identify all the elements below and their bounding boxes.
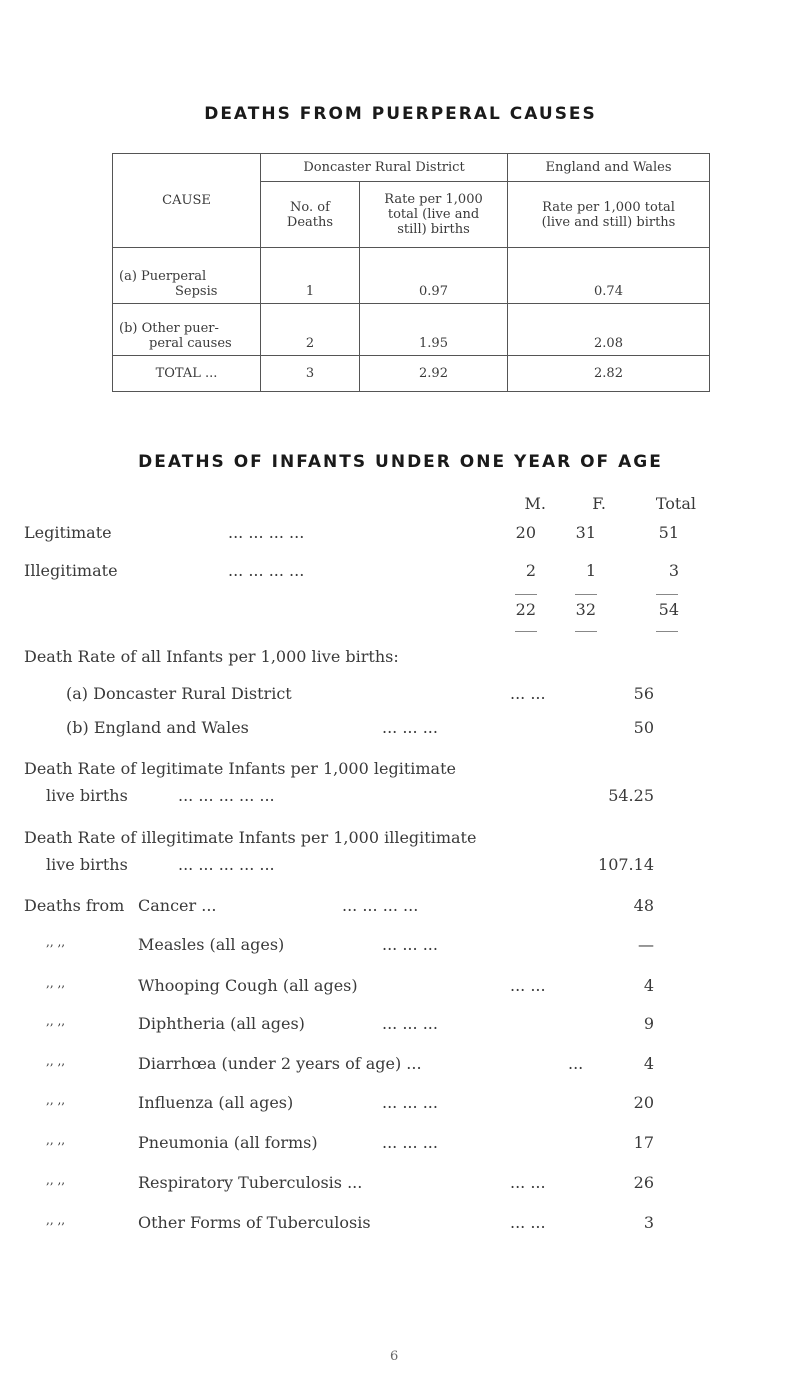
dot-leader: ... ... ...	[382, 1093, 438, 1112]
deaths-col-header: No. of Deaths	[261, 182, 360, 248]
ditto-mark: ,, ,,	[46, 1173, 66, 1187]
legit-rate-label: Death Rate of legitimate Infants per 1,000 legitimate	[24, 759, 456, 778]
ditto-mark: ,, ,,	[46, 1213, 66, 1227]
total-label: TOTAL ...	[113, 356, 261, 392]
cause-cell: (b) Other puer- peral causes	[113, 304, 261, 356]
cause-label: Influenza (all ages)	[138, 1093, 294, 1112]
total-deaths: 3	[261, 356, 360, 392]
puerperal-heading: DEATHS FROM PUERPERAL CAUSES	[204, 104, 597, 124]
rate-b-label: (b) England and Wales	[66, 718, 249, 737]
puerperal-table	[112, 153, 710, 392]
cause-label: Measles (all ages)	[138, 935, 285, 954]
rate-local-col-header: Rate per 1,000 total (live and still) births	[360, 182, 508, 248]
dot-leader: ... ...	[510, 976, 546, 995]
rate-local-cell: 1.95	[360, 304, 508, 356]
header-f: F.	[592, 494, 606, 513]
dot-leader: ... ...	[510, 1173, 546, 1192]
deaths-cell: 2	[261, 304, 360, 356]
deaths-cell: 1	[261, 248, 360, 304]
deaths-from-prefix: Deaths from	[24, 896, 125, 915]
england-group-header: England and Wales	[508, 154, 710, 182]
rule	[575, 594, 597, 595]
rate-local-cell: 0.97	[360, 248, 508, 304]
dot-leader: ...	[568, 1054, 584, 1073]
ditto-mark: ,, ,,	[46, 1054, 66, 1068]
header-m: M.	[524, 494, 546, 513]
illegitimate-m: 2	[525, 561, 536, 580]
illegitimate-f: 1	[585, 561, 596, 580]
rate-b-value: 50	[633, 718, 654, 737]
dot-leader: ... ... ... ... ...	[178, 786, 275, 805]
cause-label: Diphtheria (all ages)	[138, 1014, 305, 1033]
cause-value: 20	[633, 1093, 654, 1112]
ditto-mark: ,, ,,	[46, 935, 66, 949]
legitimate-f: 31	[575, 523, 596, 542]
cause-label: Whooping Cough (all ages)	[138, 976, 358, 995]
cause-value: 4	[643, 1054, 654, 1073]
illegit-rate-label-2: live births	[46, 855, 128, 874]
ditto-mark: ,, ,,	[46, 1093, 66, 1107]
cause-label: Cancer ...	[138, 896, 217, 915]
dot-leader: ... ...	[510, 684, 546, 703]
cause-label: Pneumonia (all forms)	[138, 1133, 318, 1152]
total-f: 32	[575, 600, 596, 619]
cause-header: CAUSE	[113, 154, 261, 248]
dot-leader: ... ... ...	[382, 1133, 438, 1152]
illegitimate-label: Illegitimate	[24, 561, 118, 580]
infants-heading: DEATHS OF INFANTS UNDER ONE YEAR OF AGE	[138, 452, 663, 472]
cause-cell: (a) Puerperal Sepsis	[113, 248, 261, 304]
legitimate-label: Legitimate	[24, 523, 112, 542]
table-row	[113, 248, 710, 304]
doncaster-group-header: Doncaster Rural District	[261, 154, 508, 182]
dot-leader: ... ... ... ...	[228, 561, 305, 580]
cause-value: 17	[633, 1133, 654, 1152]
rate-ew-col-header: Rate per 1,000 total (live and still) births	[508, 182, 710, 248]
illegit-rate-label: Death Rate of illegitimate Infants per 1,000 illegitimate	[24, 828, 477, 847]
total-m: 22	[515, 600, 536, 619]
rule	[515, 631, 537, 632]
rate-a-label: (a) Doncaster Rural District	[66, 684, 292, 703]
legit-rate-value: 54.25	[608, 786, 654, 805]
cause-value: 3	[643, 1213, 654, 1232]
dot-leader: ... ... ...	[382, 935, 438, 954]
dot-leader: ... ... ...	[382, 1014, 438, 1033]
rule	[656, 594, 678, 595]
illegit-rate-value: 107.14	[598, 855, 654, 874]
rule	[515, 594, 537, 595]
legitimate-m: 20	[515, 523, 536, 542]
cause-value: 26	[633, 1173, 654, 1192]
header-total: Total	[655, 494, 696, 513]
page-number: 6	[390, 1349, 399, 1364]
rate-ew-cell: 0.74	[508, 248, 710, 304]
ditto-mark: ,, ,,	[46, 976, 66, 990]
rate-ew-cell: 2.08	[508, 304, 710, 356]
legit-rate-label-2: live births	[46, 786, 128, 805]
all-infants-rate-label: Death Rate of all Infants per 1,000 live births:	[24, 647, 399, 666]
total-rate-local: 2.92	[360, 356, 508, 392]
cause-label: Other Forms of Tuberculosis	[138, 1213, 371, 1232]
total-total: 54	[658, 600, 679, 619]
ditto-mark: ,, ,,	[46, 1133, 66, 1147]
cause-value: 48	[633, 896, 654, 915]
cause-value: 4	[643, 976, 654, 995]
ditto-mark: ,, ,,	[46, 1014, 66, 1028]
dot-leader: ... ... ... ...	[342, 896, 419, 915]
cause-value: —	[638, 935, 654, 954]
total-rate-ew: 2.82	[508, 356, 710, 392]
cause-value: 9	[643, 1014, 654, 1033]
table-row	[113, 304, 710, 356]
rule	[575, 631, 597, 632]
cause-label: Diarrhœa (under 2 years of age) ...	[138, 1054, 422, 1073]
illegitimate-total: 3	[668, 561, 679, 580]
dot-leader: ... ... ...	[382, 718, 438, 737]
dot-leader: ... ... ... ... ...	[178, 855, 275, 874]
cause-label: Respiratory Tuberculosis ...	[138, 1173, 363, 1192]
dot-leader: ... ...	[510, 1213, 546, 1232]
total-row	[113, 356, 710, 392]
rate-a-value: 56	[633, 684, 654, 703]
rule	[656, 631, 678, 632]
dot-leader: ... ... ... ...	[228, 523, 305, 542]
legitimate-total: 51	[658, 523, 679, 542]
